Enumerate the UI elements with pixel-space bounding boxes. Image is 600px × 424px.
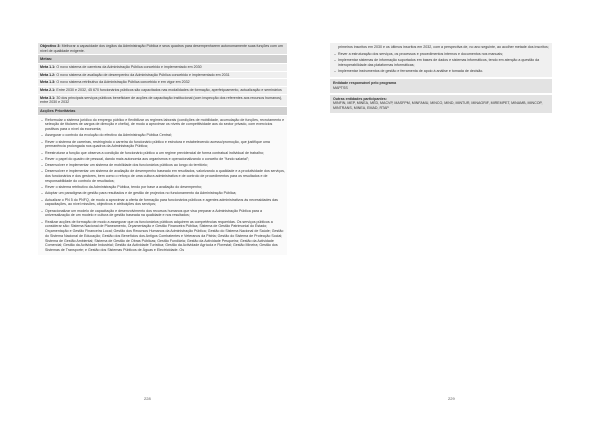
list-item: – Rever o papel do quadro de pessoal, dando mais autonomia aos organismos e operacionalizando o conceito de "fundo salarial"; (45, 157, 285, 162)
meta-text: O novo sistema retributivo da Administração Pública concebido e em vigor em 2032 (56, 80, 190, 85)
participants-title: Outras entidades participantes: (333, 96, 387, 101)
meta-row (38, 87, 287, 95)
list-item: – Adoptar um paradigma de gestão para resultados e de gestão de projectos no funcionamento da Administração Pública; (45, 191, 285, 196)
list-item: – Operacionalizar um modelo de capacitação e desenvolvimento dos recursos humanos que visa preparar a Administração Pública para a universalização de um modelo e cultura de gestão baseada na qualidade e nos resultados; (45, 209, 285, 218)
list-item: – Implementar instrumentos de gestão e ferramenta de apoio à análise e tomada de decisão. (338, 69, 549, 74)
list-item: – Realizar acções de formação de modo a assegurar que os funcionários públicos adquirem as competências requeridas. Os serviços públicos a considerar são: Sistema Nacional de Planeamento, Orçamentação e Gestão Financeira Pública; Sistema de Gestão Patrimonial do Estado; Orçamentação e Gestão Financeira Local; Gestão dos Recursos Humanos da Administração Pública; Gestão do Sistema Nacional de Saúde; Gestão do Sistema Nacional de Educação; Gestão dos Benefícios dos Antigos Combatentes e Veteranos da Pátria; Gestão do Sistema de Protecção Social; Sistema de Gestão Ambiental; Sistema de Gestão de Obras Públicas; Gestão Fundiária; Gestão da Actividade Pesqueira; Gestão da Actividade Comercial; Gestão da Actividade Industrial; Gestão da Actividade Turística; Gestão da Actividade Agrícola e Florestal; Gestão Mineira; Gestão dos Sistemas de Transporte; e Gestão dos Sistemas Públicos de Águas e Electricidade. Os (45, 220, 285, 253)
meta-row (38, 64, 287, 72)
responsible-value: MAPTSS (333, 86, 348, 90)
continued-actions (330, 43, 552, 77)
meta-label: Meta 1.2: (40, 72, 56, 77)
objective-text: Melhorar a capacidade dos órgãos da Administração Pública e seus quadros para desempenharem autonomamente suas funções com um nível de qualidade exigente. (40, 44, 283, 53)
list-item: – Actualizar o PN 5 do PNFQ, de modo a aproximar a oferta de formação para funcionários públicos e agentes administrativos às necessidades das capacitações, ao nível missões, objectivos e atribuições dos serviços; (45, 198, 285, 207)
page-number: 228 (144, 396, 151, 401)
priority-actions-table (38, 43, 287, 256)
participants-value: MINFIN, MEP, MINEA, MED, MACVP, MASFPM, MINFAMU, MINCO, MIND, MINTUR, MINAGRIF, MIREMPET, MINAMB, MINCOP, MINTRANS, MINEA, EMAD, RTAP (333, 101, 543, 111)
list-item: – Reestruturar a função que observa a condição de funcionário público a um regime previdencial de forma contratual individual de trabalho; (45, 151, 285, 156)
meta-label: Meta 2.1: (40, 88, 56, 92)
list-item: – Rever o sistema de carreiras, restringindo o carreira do funcionário público e estrutura e estabelecendo acesso/promoção, que justifique uma permanência prolongada nos quadros da Administração Pública; (45, 140, 285, 149)
meta-label: Meta 1.1: (40, 64, 56, 69)
acoes-list (38, 116, 287, 257)
objective-label: Objectivo 3: (40, 44, 61, 48)
list-item: – Assegurar o controlo da evolução do efectivo da Administração Pública Central; (45, 133, 285, 138)
metas-heading: Metas: (38, 55, 287, 63)
list-item: – Implementar sistemas de informação suportados em bases de dados e sistemas informáticos, tendo em atenção a questão da interoperabilidade das plataformas informáticas; (338, 58, 549, 67)
list-item: – Rever o sistema retributivo da Administração Pública, tendo por base a avaliação do desempenho; (45, 185, 285, 190)
meta-label: Meta 1.3: (40, 80, 56, 85)
meta-row (38, 95, 287, 107)
continued-intro: primeiros inscritos em 2030 e os últimos inscritos em 2032, com a perspectiva de, no ano seguinte, ao acolher metade dos inscritos; (338, 45, 549, 49)
meta-row (38, 72, 287, 80)
meta-row (38, 79, 287, 87)
list-item: – Desenvolver e implementar um sistema de avaliação de desempenho baseado em resultados, valorizando a qualidade e a produtividade dos serviços, dos funcionários e dos gestores, bem como o reforço de uma cultura administrativa e de controlo de procedimentos para os resultados e de responsabilidade do controlo de resultados; (45, 169, 285, 183)
list-item: – Rever a estruturação dos serviços, os processos e procedimentos internos e documentos nos manuais; (338, 52, 549, 57)
responsible-title: Entidade responsável pelo programa (333, 81, 397, 86)
list-item: – Desenvolver e implementar um sistema de mobilidade dos funcionários públicos ao longo do território; (45, 163, 285, 168)
acoes-heading: Acções Prioritárias (38, 107, 287, 115)
meta-label: Meta 3.1: (40, 95, 56, 100)
meta-text: O novo sistema de avaliação de desempenho da Administração Pública concebido e implementado em 2031 (56, 72, 230, 77)
objective-row (38, 43, 287, 55)
list-item: – Reformular o sistema jurídico do emprego público e flexibilizar os regimes laborais (condições de mobilidade, acumulação de funções, recrutamento e selecção de titulares de cargos de direcção e chefia), de modo a aproximar os níveis de competitividade aos do sector privado, com exercícios positivos para o nível da economia; (45, 118, 285, 132)
meta-text: O novo sistema de carreiras da Administração Pública concebido e implementado em 2030 (56, 64, 202, 69)
page-number: 229 (448, 396, 455, 401)
right-continuation-table (330, 43, 552, 113)
meta-text: Entre 2030 e 2032, 45 670 funcionários públicos são capacitados nas modalidades de formação, aperfeiçoamento, actualização e seminários (56, 88, 282, 92)
responsible-entity-box (330, 79, 552, 92)
participants-box (330, 95, 552, 113)
meta-text: 30 dos principais serviços públicos beneficiam de acções de capacitação institucional (com inspecção dos referentes aos recursos humanos), entre 2030 e 2032 (40, 95, 283, 105)
